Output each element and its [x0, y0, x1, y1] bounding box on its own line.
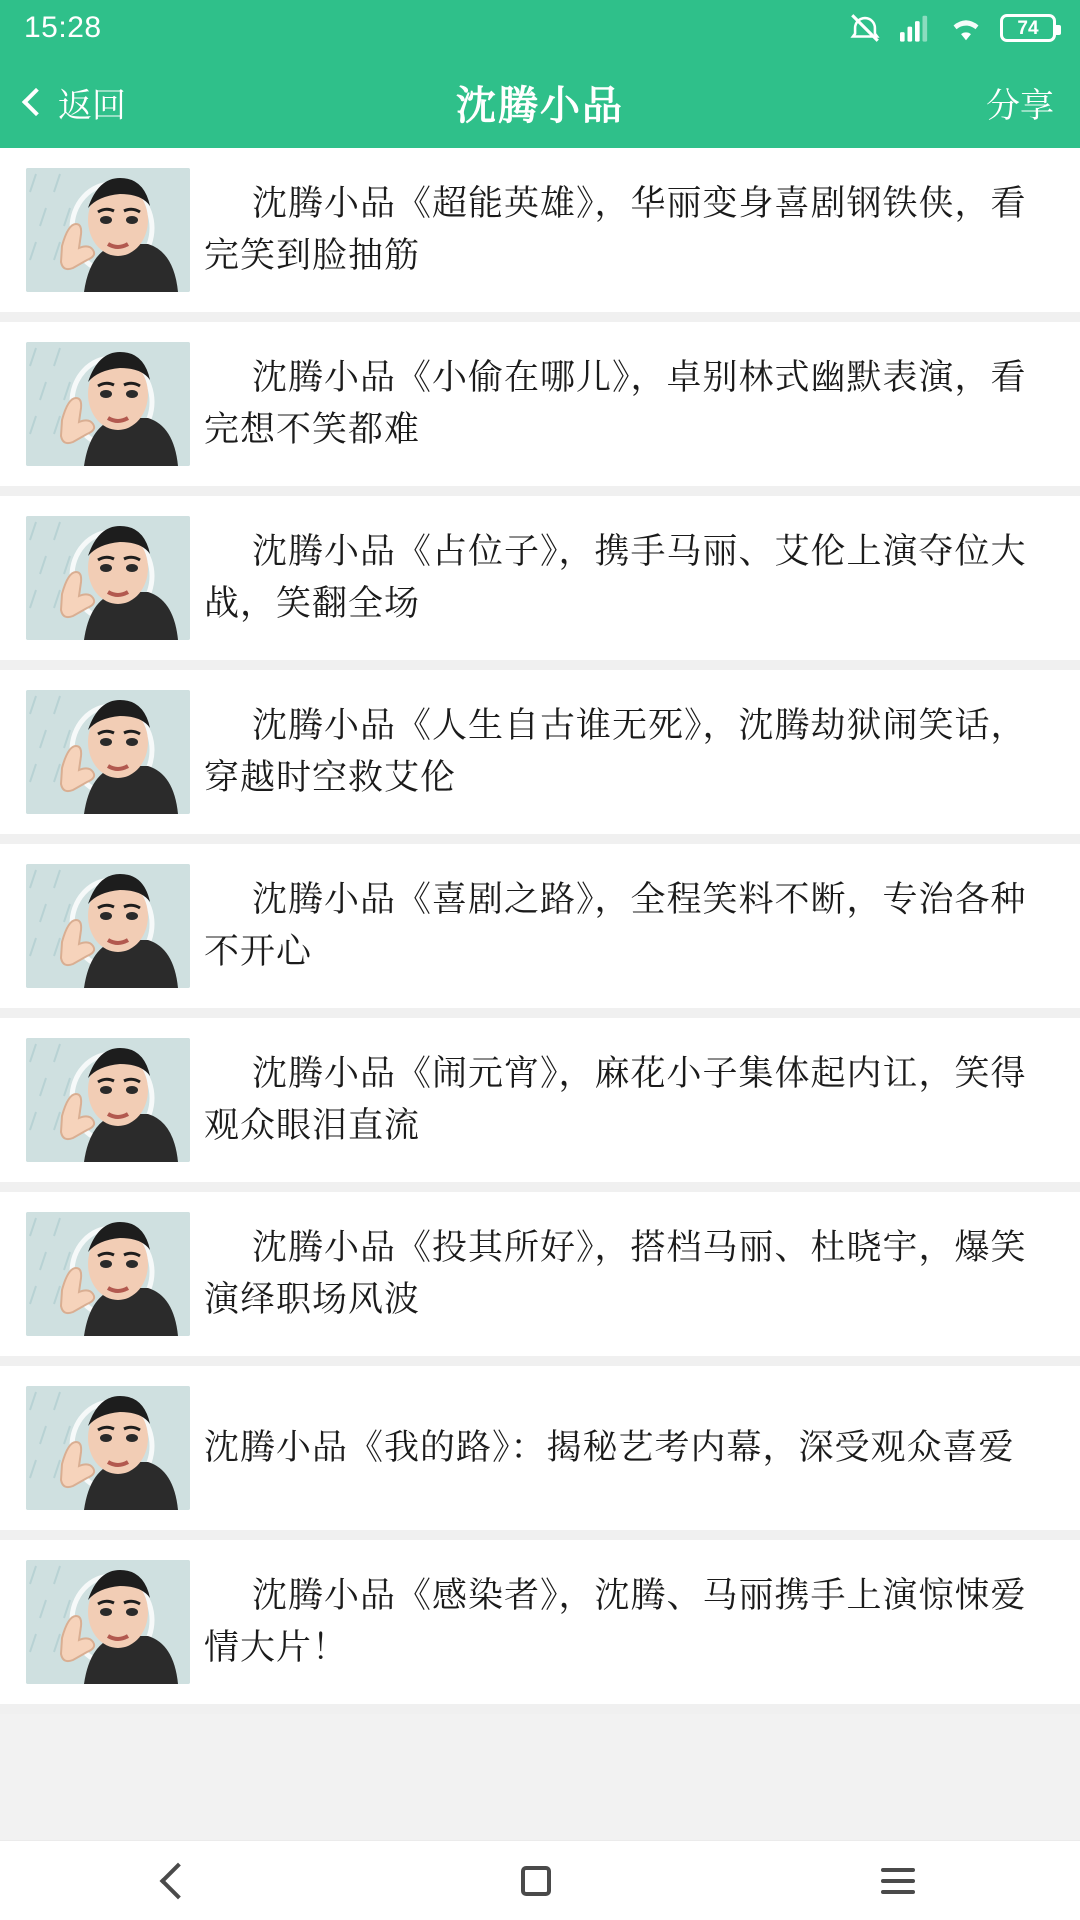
list-item-title: 沈腾小品《喜剧之路》，全程笑料不断，专治各种不开心 [204, 879, 1027, 972]
status-clock: 15:28 [24, 11, 102, 44]
list-item-title: 沈腾小品《我的路》：揭秘艺考内幕，深受观众喜爱 [204, 1427, 1015, 1468]
list-item-title: 沈腾小品《占位子》，携手马丽、艾伦上演夺位大战，笑翻全场 [204, 531, 1027, 624]
video-thumbnail [26, 690, 190, 814]
list-item[interactable] [0, 1540, 1080, 1714]
video-thumbnail [26, 342, 190, 466]
list-item[interactable] [0, 670, 1080, 844]
video-thumbnail [26, 864, 190, 988]
share-button[interactable]: 分享 [986, 86, 1054, 125]
battery-level: 74 [1017, 17, 1039, 39]
status-bar [0, 0, 1080, 56]
list-item[interactable] [0, 496, 1080, 670]
status-icons [848, 11, 1056, 45]
video-thumbnail [26, 1038, 190, 1162]
list-item-title: 沈腾小品《超能英雄》，华丽变身喜剧钢铁侠，看完笑到脸抽筋 [204, 183, 1027, 276]
signal-icon [898, 13, 932, 43]
list-item-title: 沈腾小品《闹元宵》，麻花小子集体起内讧，笑得观众眼泪直流 [204, 1053, 1027, 1146]
video-thumbnail [26, 168, 190, 292]
list-item[interactable] [0, 1018, 1080, 1192]
alarm-off-icon [848, 11, 882, 45]
video-thumbnail [26, 516, 190, 640]
page-title: 沈腾小品 [456, 83, 624, 128]
system-nav-bar [0, 1840, 1080, 1920]
list-item-title: 沈腾小品《小偷在哪儿》，卓别林式幽默表演，看完想不笑都难 [204, 357, 1027, 450]
wifi-icon [948, 14, 984, 42]
video-thumbnail [26, 1560, 190, 1684]
article-list[interactable] [0, 148, 1080, 1840]
chevron-left-icon [22, 88, 50, 116]
back-button[interactable] [26, 78, 206, 127]
list-item[interactable] [0, 844, 1080, 1018]
video-thumbnail [26, 1386, 190, 1510]
list-item-title: 沈腾小品《感染者》，沈腾、马丽携手上演惊悚爱情大片！ [204, 1575, 1027, 1668]
list-item-title: 沈腾小品《人生自古谁无死》，沈腾劫狱闹笑话，穿越时空救艾伦 [204, 705, 1027, 798]
video-thumbnail [26, 1212, 190, 1336]
list-item[interactable] [0, 1366, 1080, 1540]
back-icon[interactable] [160, 1862, 197, 1899]
list-item[interactable] [0, 148, 1080, 322]
list-item[interactable] [0, 1192, 1080, 1366]
list-item-title: 沈腾小品《投其所好》，搭档马丽、杜晓宇，爆笑演绎职场风波 [204, 1227, 1027, 1320]
back-button-label: 返回 [58, 86, 126, 125]
app-header [0, 56, 1080, 148]
list-item[interactable] [0, 322, 1080, 496]
battery-icon [1000, 14, 1056, 42]
home-icon[interactable] [521, 1866, 551, 1896]
recents-icon[interactable] [881, 1868, 915, 1894]
